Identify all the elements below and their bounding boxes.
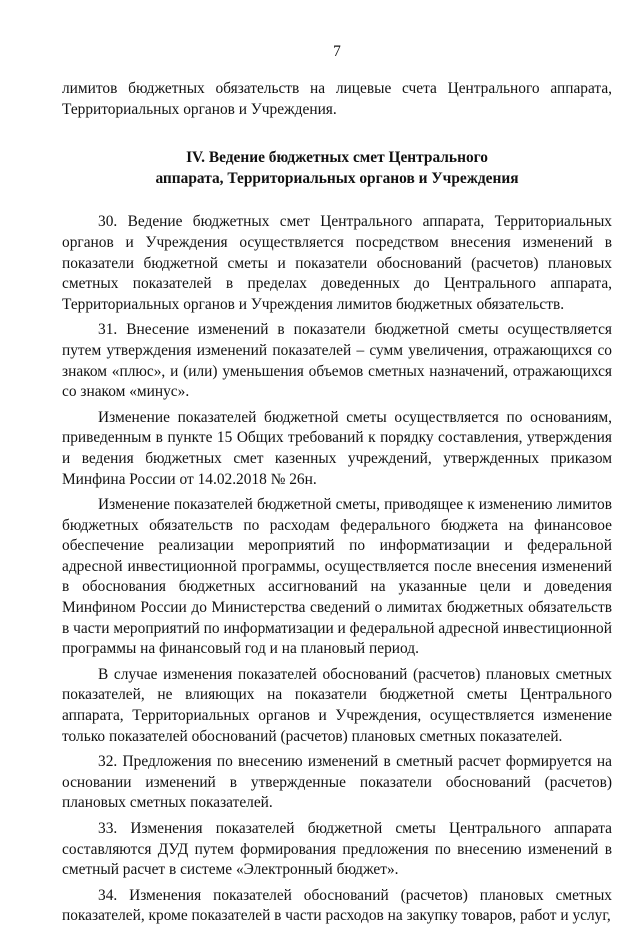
paragraph-32: 32. Предложения по внесению изменений в сметный расчет формируется на основании изменений в утвержденные показатели обоснований (расчетов) плановых сметных показателей. (62, 753, 612, 812)
section-heading-line-1: IV. Ведение бюджетных смет Центрального (186, 149, 488, 167)
paragraph-31-justifications: В случае изменения показателей обоснований (расчетов) плановых сметных показателей, не влияющих на показатели бюджетной сметы Центрального аппарата, Территориальных органов и Учреждения, осуществляется изменение только показателей обоснований (расчетов) плановых сметных показателей. (62, 665, 612, 745)
paragraph-31: 31. Внесение изменений в показатели бюджетной сметы осуществляется путем утверждения изменений показателей – сумм увеличения, отражающихся со знаком «плюс», и (или) уменьшения объемов сметных назначений, отражающихся со знаком «минус». (62, 321, 612, 401)
paragraph-33: 33. Изменения показателей бюджетной сметы Центрального аппарата составляются ДУД путем формирования предложения по внесению изменений в сметный расчет в системе «Электронный бюджет». (62, 820, 612, 879)
paragraph-30: 30. Ведение бюджетных смет Центрального аппарата, Территориальных органов и Учреждения осуществляется посредством внесения изменений в показатели бюджетной сметы и показатели обоснований (расчетов) плановых сметных показателей в пределах доведенных до Центрального аппарата, Территориальных органов и Учреждения лимитов бюджетных обязательств. (62, 213, 612, 313)
paragraph-31-limits: Изменение показателей бюджетной сметы, приводящее к изменению лимитов бюджетных обязательств по расходам федерального бюджета на финансовое обеспечение реализации мероприятий по информатизации и федеральной адресной инвестиционной программы, осуществляется после внесения изменений в обоснования бюджетных ассигнований на указанные цели и доведения Минфином России до Министерства сведений о лимитах бюджетных обязательств в части мероприятий по информатизации и федеральной адресной инвестиционной программы на финансовый год и на плановый период. (62, 496, 612, 658)
section-heading (62, 148, 612, 189)
section-heading-line-2: аппарата, Территориальных органов и Учреждения (155, 169, 519, 187)
document-body (62, 79, 612, 932)
paragraph-34: 34. Изменения показателей обоснований (расчетов) плановых сметных показателей, кроме показателей в части расходов на закупку товаров, работ и услуг, (62, 886, 612, 925)
page-number: 7 (333, 43, 341, 60)
intro-paragraph: лимитов бюджетных обязательств на лицевые счета Центрального аппарата, Территориальных органов и Учреждения. (62, 80, 612, 118)
paragraph-31-grounds: Изменение показателей бюджетной сметы осуществляется по основаниям, приведенным в пункте 15 Общих требований к порядку составления, утверждения и ведения бюджетных смет казенных учреждений, утвержденных приказом Минфина России от 14.02.2018 № 26н. (62, 408, 612, 488)
